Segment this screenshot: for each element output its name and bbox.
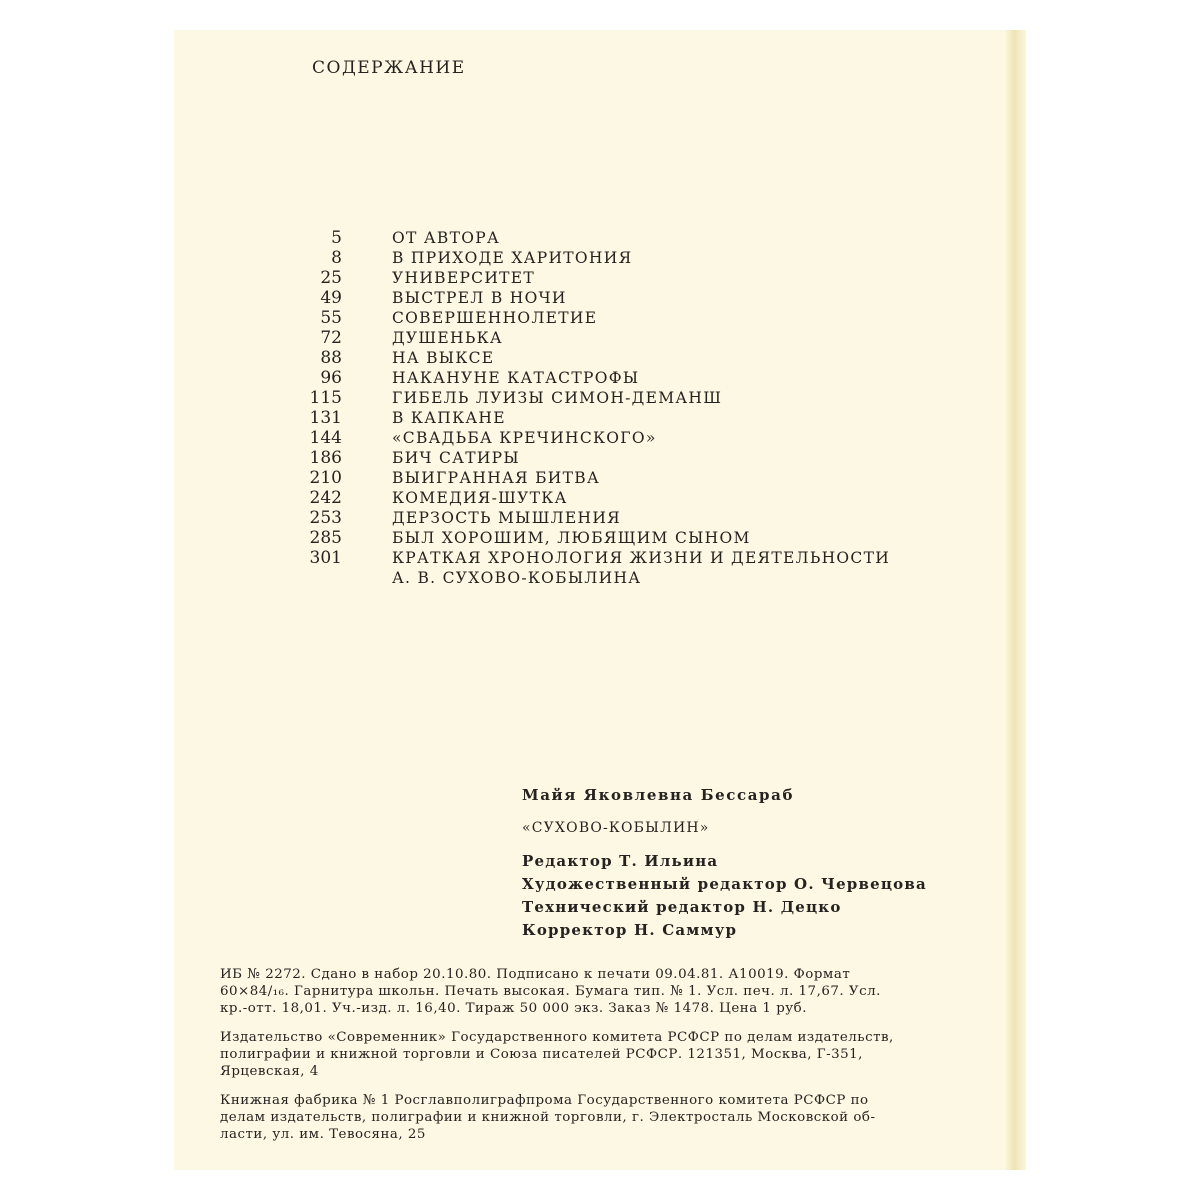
credits-block — [522, 786, 982, 942]
publisher-info — [220, 1029, 1010, 1080]
toc-entry — [300, 368, 920, 388]
toc-page-number: 8 — [331, 248, 342, 268]
toc-chapter-title-continuation: А. В. СУХОВО-КОБЫЛИНА — [392, 569, 642, 587]
toc-page-number: 96 — [320, 368, 342, 388]
toc-page-number: 186 — [309, 448, 342, 468]
imprint-line: кр.-отт. 18,01. Уч.-изд. л. 16,40. Тираж 50 000 экз. Заказ № 1478. Цена 1 руб. — [220, 1001, 807, 1016]
imprint-line: Книжная фабрика № 1 Росглавполиграфпрома Государственного комитета РСФСР по — [220, 1093, 869, 1108]
toc-page-number: 210 — [309, 468, 342, 488]
toc-entry — [300, 348, 920, 368]
toc-entry — [300, 328, 920, 348]
printer-info — [220, 1092, 1010, 1143]
toc-page-number: 115 — [309, 388, 342, 408]
toc-chapter-title: ДУШЕНЬКА — [392, 329, 503, 347]
toc-page-number: 285 — [309, 528, 342, 548]
imprint-line: Издательство «Современник» Государственного комитета РСФСР по делам издательств, — [220, 1030, 894, 1045]
toc-chapter-title: ГИБЕЛЬ ЛУИЗЫ СИМОН-ДЕМАНШ — [392, 389, 723, 407]
toc-chapter-title: В КАПКАНЕ — [392, 409, 506, 427]
imprint-line: ласти, ул. им. Тевосяна, 25 — [220, 1127, 426, 1142]
toc-page-number: 144 — [309, 428, 342, 448]
toc-chapter-title: КРАТКАЯ ХРОНОЛОГИЯ ЖИЗНИ И ДЕЯТЕЛЬНОСТИ — [392, 549, 891, 567]
toc-entry — [300, 388, 920, 408]
author-name: Майя Яковлевна Бессараб — [522, 786, 795, 804]
toc-page-number: 88 — [320, 348, 342, 368]
page-title: СОДЕРЖАНИЕ — [312, 58, 466, 78]
staff-line: Художественный редактор О. Червецова — [522, 875, 927, 893]
toc-entry — [300, 508, 920, 528]
imprint-line: 60×84/₁₆. Гарнитура школьн. Печать высокая. Бумага тип. № 1. Усл. печ. л. 17,67. Усл. — [220, 984, 881, 999]
imprint-block — [220, 966, 1010, 1155]
toc-chapter-title: УНИВЕРСИТЕТ — [392, 269, 536, 287]
staff-list — [522, 850, 982, 942]
toc-page-number: 49 — [320, 288, 342, 308]
toc-page-number: 5 — [331, 228, 342, 248]
imprint-line: полиграфии и книжной торговли и Союза писателей РСФСР. 121351, Москва, Г-351, — [220, 1047, 863, 1062]
staff-line: Редактор Т. Ильина — [522, 852, 719, 870]
staff-line: Технический редактор Н. Децко — [522, 898, 842, 916]
table-of-contents — [300, 228, 920, 588]
toc-entry — [300, 308, 920, 328]
imprint-line: делам издательств, полиграфии и книжной торговли, г. Электросталь Московской об- — [220, 1110, 876, 1125]
staff-line: Корректор Н. Саммур — [522, 921, 738, 939]
book-title: «СУХОВО-КОБЫЛИН» — [522, 820, 710, 836]
toc-entry — [300, 528, 920, 548]
print-details — [220, 966, 1010, 1017]
toc-entry — [300, 448, 920, 468]
toc-chapter-title: ВЫИГРАННАЯ БИТВА — [392, 469, 600, 487]
toc-entry — [300, 548, 920, 568]
toc-entry — [300, 248, 920, 268]
toc-chapter-title: «СВАДЬБА КРЕЧИНСКОГО» — [392, 429, 657, 447]
toc-entry — [300, 288, 920, 308]
toc-chapter-title: НА ВЫКСЕ — [392, 349, 495, 367]
toc-chapter-title: НАКАНУНЕ КАТАСТРОФЫ — [392, 369, 640, 387]
toc-chapter-title: БЫЛ ХОРОШИМ, ЛЮБЯЩИМ СЫНОМ — [392, 529, 751, 547]
toc-page-number: 301 — [309, 548, 342, 568]
toc-page-number: 72 — [320, 328, 342, 348]
toc-chapter-title: БИЧ САТИРЫ — [392, 449, 520, 467]
toc-chapter-title: ДЕРЗОСТЬ МЫШЛЕНИЯ — [392, 509, 621, 527]
toc-chapter-title: КОМЕДИЯ-ШУТКА — [392, 489, 568, 507]
toc-chapter-title: СОВЕРШЕННОЛЕТИЕ — [392, 309, 598, 327]
imprint-line: ИБ № 2272. Сдано в набор 20.10.80. Подписано к печати 09.04.81. А10019. Формат — [220, 967, 851, 982]
toc-page-number: 242 — [309, 488, 342, 508]
toc-entry — [300, 228, 920, 248]
toc-entry — [300, 468, 920, 488]
toc-chapter-title: ВЫСТРЕЛ В НОЧИ — [392, 289, 567, 307]
toc-page-number: 55 — [320, 308, 342, 328]
toc-chapter-title: В ПРИХОДЕ ХАРИТОНИЯ — [392, 249, 633, 267]
toc-page-number: 25 — [320, 268, 342, 288]
toc-entry — [300, 488, 920, 508]
toc-chapter-title: ОТ АВТОРА — [392, 229, 501, 247]
imprint-line: Ярцевская, 4 — [220, 1064, 319, 1079]
toc-entry — [300, 268, 920, 288]
toc-entry — [300, 408, 920, 428]
toc-page-number: 131 — [309, 408, 342, 428]
toc-page-number: 253 — [309, 508, 342, 528]
toc-entry — [300, 428, 920, 448]
